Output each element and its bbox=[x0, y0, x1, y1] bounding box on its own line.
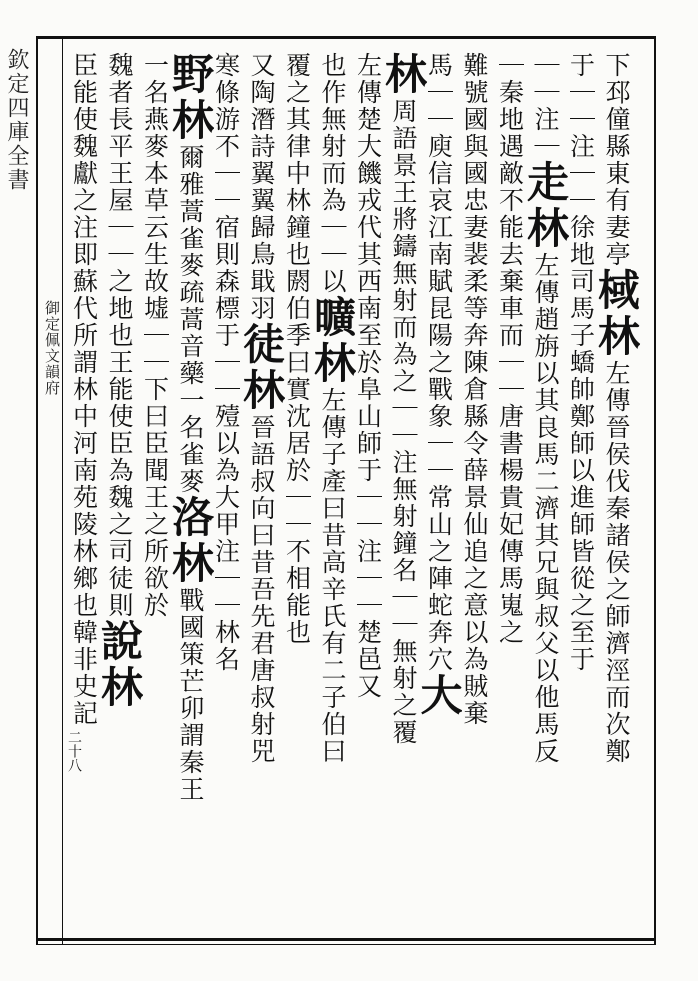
entry-text: 于｜｜殪以為大甲注｜｜林名 bbox=[211, 322, 241, 673]
entry-text: 戰國策芒卯謂秦王 bbox=[176, 587, 205, 803]
text-column bbox=[237, 52, 286, 932]
bottom-border-rule-inner bbox=[36, 944, 656, 945]
entry-text: 閼伯季曰實沈居於｜｜不相能也 bbox=[282, 268, 312, 646]
entry-heading: 大 bbox=[414, 673, 464, 719]
text-column bbox=[495, 52, 534, 932]
entry-text: 左傳趙旃以其良馬二濟其兄與叔父以他馬反 bbox=[531, 252, 560, 765]
entry-text: 魏者長平王屋｜｜之地也王能使臣為魏之司徒則 bbox=[105, 52, 134, 619]
entry-text: 韓非史記 bbox=[69, 619, 99, 727]
entry-text: 于｜｜注｜｜徐地 bbox=[566, 52, 596, 268]
text-column bbox=[592, 52, 641, 932]
text-column bbox=[353, 52, 392, 932]
entry-text: ｜秦地 bbox=[495, 52, 525, 133]
text-column bbox=[379, 52, 428, 932]
text-column bbox=[140, 52, 179, 932]
entry-heading: 棫林 bbox=[592, 268, 641, 360]
book-subtitle: 御定佩文韻府 bbox=[43, 300, 61, 396]
entry-heading: 曠林 bbox=[308, 295, 357, 387]
entry-text: 寒條游不｜｜宿則森標 bbox=[211, 52, 241, 322]
entry-text: 爾雅蒿雀麥疏蒿音藥一名雀麥 bbox=[176, 144, 205, 495]
text-column bbox=[211, 52, 250, 932]
text-column bbox=[166, 52, 215, 932]
entry-heading: 走林 bbox=[521, 160, 570, 252]
entry-text: 遇敵不能去棄車而｜｜唐書楊貴妃傳馬嵬之 bbox=[495, 133, 525, 646]
entry-text: 左傳子產曰昔高辛氏有二子伯曰 bbox=[318, 387, 347, 765]
text-column bbox=[95, 52, 144, 932]
entry-text: 下邳僮縣東有妻亭 bbox=[602, 52, 631, 268]
entry-heading: 林 bbox=[379, 52, 428, 98]
top-border-rule bbox=[36, 36, 656, 39]
entry-text: 又陶潛詩翼翼歸鳥戢羽 bbox=[247, 52, 276, 322]
text-column bbox=[566, 52, 605, 932]
entry-text: 左傳晉侯伐秦諸侯之師濟涇而次鄭 bbox=[602, 360, 631, 765]
entry-text: 晉語叔向曰昔吾先君唐叔射兕 bbox=[247, 414, 276, 765]
entry-text: 臣能使魏獻之注即蘇代所謂林中河南苑陵林鄉也 bbox=[69, 52, 99, 619]
book-title: 欽定四庫全書 bbox=[4, 48, 29, 192]
folio-number: 二十八 bbox=[66, 730, 82, 772]
text-column bbox=[308, 52, 357, 932]
entry-text: ｜｜注｜ bbox=[531, 52, 560, 160]
entry-text: 左傳楚大饑戎代其西南至於阜山師于｜｜注｜｜楚邑又 bbox=[353, 52, 383, 700]
entry-heading: 洛林 bbox=[166, 495, 215, 587]
entry-text: 覆之其律中林鐘也 bbox=[282, 52, 312, 268]
entry-text: 曰臣聞王之所欲於 bbox=[140, 403, 170, 619]
text-column bbox=[69, 52, 108, 932]
right-border-rule bbox=[654, 36, 656, 944]
entry-heading: 野林 bbox=[166, 52, 215, 144]
entry-text: 一名燕麥本草云生故墟｜｜下 bbox=[140, 52, 170, 403]
text-column bbox=[414, 52, 464, 932]
entry-text: 馬｜｜庾信哀江南賦昆陽之戰象｜｜常山之陣蛇奔穴 bbox=[424, 52, 454, 673]
text-column bbox=[282, 52, 321, 932]
entry-text: 周語景王將鑄無射而為之｜｜注無射鐘名｜｜無射之覆 bbox=[389, 98, 418, 746]
entry-text: 司馬子蟜帥鄭師以進師皆從之至于 bbox=[566, 268, 596, 673]
entry-text: 也作無射而為｜｜以 bbox=[318, 52, 347, 295]
entry-text: 難號國與國忠妻裴柔等奔陳倉縣令薛景仙追之意以為賊棄 bbox=[460, 52, 489, 727]
left-border-rule bbox=[36, 36, 38, 944]
entry-heading: 說林 bbox=[95, 619, 144, 711]
bottom-border-rule bbox=[36, 938, 656, 941]
entry-heading: 徒林 bbox=[237, 322, 286, 414]
text-column bbox=[521, 52, 570, 932]
text-column bbox=[460, 52, 499, 932]
